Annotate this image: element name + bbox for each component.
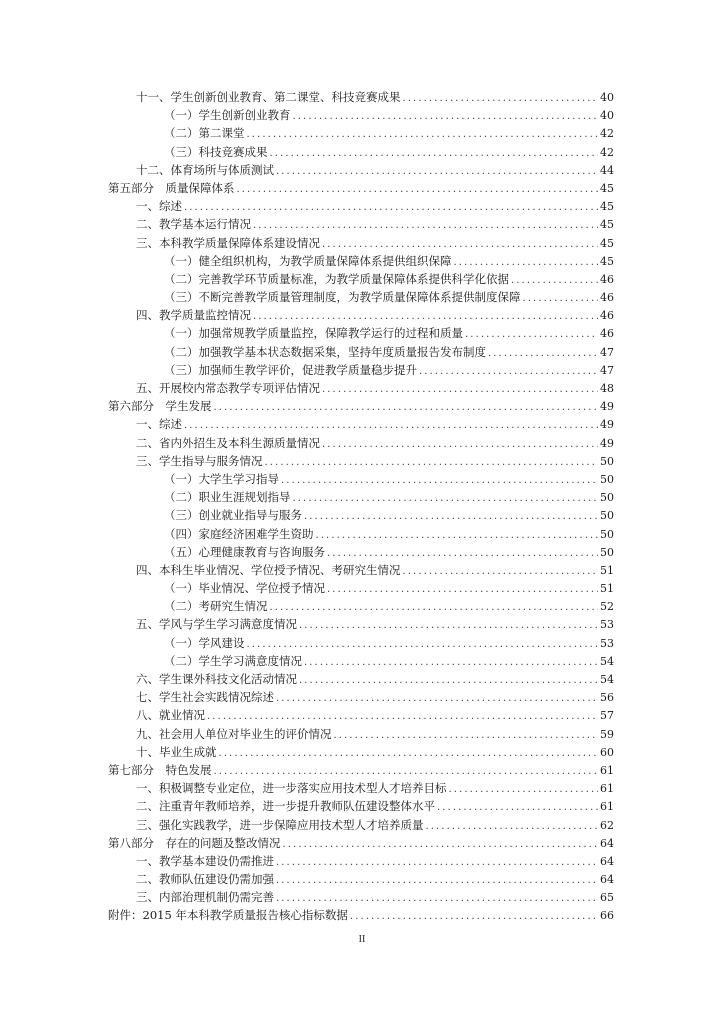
toc-entry[interactable] [108,670,614,688]
toc-entry-title: （二）职业生涯规划指导 [164,490,291,505]
dot-leader [299,672,598,690]
toc-entry-title: 五、学风与学生学习满意度情况 [136,617,297,632]
toc-entry[interactable] [108,106,614,124]
toc-entry[interactable] [108,88,614,106]
toc-entry-page: 44 [600,163,614,177]
toc-entry[interactable] [108,415,614,433]
toc-entry[interactable] [108,888,614,906]
toc-entry-page: 46 [600,272,614,286]
toc-entry[interactable] [108,179,614,197]
toc-entry-page: 62 [600,818,614,832]
dot-leader [304,654,598,672]
dot-leader [334,727,599,745]
toc-entry[interactable] [108,470,614,488]
toc-entry-title: （二）加强教学基本状态数据采集，坚持年度质量报告发布制度 [164,344,486,359]
toc-entry-page: 48 [600,382,614,395]
toc-entry[interactable] [108,797,614,815]
toc-entry[interactable] [108,161,614,179]
dot-leader [304,508,598,526]
toc-entry-page: 46 [600,309,614,323]
toc-entry[interactable] [108,252,614,270]
toc-entry[interactable] [108,197,614,215]
toc-entry-page: 61 [600,763,614,777]
toc-entry[interactable] [108,652,614,670]
toc-entry[interactable] [108,561,614,579]
toc-entry-title: 第七部分 特色发展 [108,762,212,777]
toc-entry-title: （三）加强师生教学评价，促进教学质量稳步提升 [164,362,417,377]
toc-entry[interactable] [108,706,614,724]
toc-entry[interactable] [108,270,614,288]
toc-entry-page: 64 [600,873,614,887]
toc-entry-title: 一、综述 [136,199,182,214]
toc-entry-page: 61 [600,782,614,796]
toc-entry[interactable] [108,306,614,324]
toc-entry-title: 第五部分 质量保障体系 [108,180,235,195]
toc-entry-title: 一、综述 [136,417,182,432]
toc-entry[interactable] [108,761,614,779]
toc-entry-title: 三、学生指导与服务情况 [136,453,263,468]
toc-entry-page: 52 [600,600,614,614]
toc-entry-title: 九、社会用人单位对毕业生的评价情况 [136,726,332,741]
toc-entry-page: 56 [600,691,614,705]
dot-leader [299,617,598,635]
toc-entry-title: 一、积极调整专业定位，进一步落实应用技术型人才培养目标 [136,781,447,796]
toc-entry[interactable] [108,579,614,597]
toc-entry[interactable] [108,525,614,543]
toc-entry[interactable] [108,779,614,797]
dot-leader [265,454,599,472]
toc-entry-title: 三、强化实践教学，进一步保障应用技术型人才培养质量 [136,817,424,832]
dot-leader [293,108,599,126]
toc-entry-title: 四、教学质量监控情况 [136,308,251,323]
toc-entry-title: （二）完善教学环节质量标准，为教学质量保障体系提供科学化依据 [164,271,509,286]
page-number: II [358,934,366,945]
toc-entry-title: （一）毕业情况、学位授予情况 [164,581,325,596]
toc-entry[interactable] [108,816,614,834]
toc-entry[interactable] [108,379,614,397]
dot-leader [403,90,599,108]
toc-entry-page: 50 [600,491,614,505]
toc-entry-title: （二）第二课堂 [164,126,245,141]
toc-entry-title: 三、内部治理机制仍需完善 [136,890,274,905]
toc-entry[interactable] [108,343,614,361]
toc-entry-page: 45 [600,200,614,214]
toc-entry-page: 40 [600,109,614,123]
dot-leader [276,872,598,890]
toc-entry-title: 二、教师队伍建设仍需加强 [136,872,274,887]
toc-entry-page: 47 [600,363,614,377]
toc-entry[interactable] [108,488,614,506]
dot-leader [419,363,598,381]
toc-entry-title: （五）心理健康教育与咨询服务 [164,544,325,559]
dot-leader [322,436,598,454]
dot-leader [350,908,598,926]
dot-leader [237,181,599,199]
toc-entry-title: （四）家庭经济困难学生资助 [164,526,314,541]
toc-entry-page: 61 [600,800,614,814]
toc-entry-page: 53 [600,636,614,650]
toc-entry[interactable] [108,124,614,142]
toc-entry[interactable] [108,852,614,870]
toc-entry-page: 50 [600,454,614,468]
toc-entry-page: 49 [600,418,614,432]
toc-entry-page: 54 [600,673,614,686]
toc-entry-title: （一）学风建设 [164,635,245,650]
dot-leader [219,745,599,763]
dot-leader [523,290,599,308]
dot-leader [511,272,598,290]
toc-entry[interactable] [108,452,614,470]
toc-entry-page: 42 [600,127,614,141]
toc-entry[interactable] [108,397,614,415]
toc-entry-page: 50 [600,472,614,486]
toc-entry-title: 十、毕业生成就 [136,744,217,759]
toc-entry-title: 十一、学生创新创业教育、第二课堂、科技竞赛成果 [136,90,401,104]
toc-entry-page: 49 [600,436,614,450]
toc-entry-title: 二、教学基本运行情况 [136,217,251,232]
toc-entry-title: 第八部分 存在的问题及整改情况 [108,835,281,850]
toc-entry[interactable] [108,634,614,652]
dot-leader [270,599,599,617]
toc-entry[interactable] [108,234,614,252]
toc-entry[interactable] [108,906,614,924]
toc-entry-page: 54 [600,654,614,668]
toc-entry-title: （二）考研究生情况 [164,599,268,614]
toc-entry[interactable] [108,288,614,306]
toc-entry-page: 50 [600,527,614,541]
toc-entry-title: 二、省内外招生及本科生源质量情况 [136,435,320,450]
toc-entry-title: 十二、体育场所与体质测试 [136,162,274,177]
toc-entry-page: 46 [600,291,614,305]
dot-leader [247,126,599,144]
dot-leader [449,781,599,799]
toc-entry-page: 65 [600,891,614,905]
dot-leader [293,490,599,508]
toc-entry-page: 53 [600,618,614,632]
toc-entry-page: 57 [600,709,614,723]
dot-leader [283,836,599,854]
toc-entry-page: 45 [600,181,614,195]
toc-entry-page: 60 [600,745,614,759]
dot-leader [488,345,598,363]
toc-entry-page: 64 [600,854,614,868]
dot-leader [281,472,598,490]
toc-entry-page: 45 [600,218,614,232]
toc-entry-title: （三）不断完善教学质量管理制度，为教学质量保障体系提供制度保障 [164,290,521,305]
toc-entry-title: （三）科技竞赛成果 [164,144,268,159]
toc-entry-page: 42 [600,145,614,159]
toc-entry-page: 66 [600,909,614,923]
toc-entry[interactable] [108,506,614,524]
toc-entry-title: 第六部分 学生发展 [108,399,212,414]
toc-entry-title: 七、学生社会实践情况综述 [136,690,274,705]
dot-leader [437,799,598,817]
toc-entry-title: 附件：2015 年本科教学质量报告核心指标数据 [108,908,348,923]
toc-entry-title: 五、开展校内常态教学专项评估情况 [136,381,320,395]
table-of-contents [108,88,614,925]
toc-entry-title: 二、注重青年教师培养，进一步提升教师队伍建设整体水平 [136,799,435,814]
toc-entry[interactable] [108,615,614,633]
toc-entry[interactable] [108,688,614,706]
dot-leader [276,163,598,181]
toc-entry-title: 六、学生课外科技文化活动情况 [136,672,297,686]
dot-leader [270,145,599,163]
toc-entry[interactable] [108,434,614,452]
dot-leader [276,690,598,708]
toc-entry-title: 四、本科生毕业情况、学位授予情况、考研究生情况 [136,562,401,577]
dot-leader [214,399,599,417]
dot-leader [322,381,598,399]
toc-entry[interactable] [108,215,614,233]
toc-entry-page: 49 [600,400,614,414]
toc-entry-title: （一）健全组织机构，为教学质量保障体系提供组织保障 [164,253,452,268]
dot-leader [403,563,599,581]
toc-entry-page: 59 [600,727,614,741]
toc-entry-page: 50 [600,545,614,559]
toc-entry[interactable] [108,743,614,761]
toc-entry[interactable] [108,324,614,342]
dot-leader [316,527,599,545]
toc-entry-title: （二）学生学习满意度情况 [164,653,302,668]
toc-entry-title: （一）大学生学习指导 [164,471,279,486]
toc-entry-page: 64 [600,836,614,850]
toc-entry[interactable] [108,870,614,888]
toc-entry-title: 三、本科教学质量保障体系建设情况 [136,235,320,250]
toc-entry-page: 45 [600,254,614,268]
toc-entry-page: 51 [600,582,614,596]
dot-leader [327,581,598,599]
toc-entry-page: 51 [600,563,614,577]
toc-entry-page: 46 [600,327,614,341]
toc-entry[interactable] [108,597,614,615]
dot-leader [276,854,598,872]
toc-entry-title: （三）创业就业指导与服务 [164,508,302,523]
toc-entry[interactable] [108,725,614,743]
toc-entry-page: 40 [600,91,614,104]
toc-entry[interactable] [108,361,614,379]
toc-entry-page: 47 [600,345,614,359]
toc-entry-title: （一）加强常规教学质量监控，保障教学运行的过程和质量 [164,326,463,341]
toc-entry[interactable] [108,143,614,161]
toc-entry[interactable] [108,543,614,561]
toc-entry-page: 50 [600,509,614,523]
dot-leader [426,818,599,836]
toc-entry-page: 45 [600,236,614,250]
toc-entry-title: （一）学生创新创业教育 [164,108,291,123]
toc-entry[interactable] [108,834,614,852]
toc-entry-title: 一、教学基本建设仍需推进 [136,853,274,868]
toc-entry-title: 八、就业情况 [136,708,205,723]
